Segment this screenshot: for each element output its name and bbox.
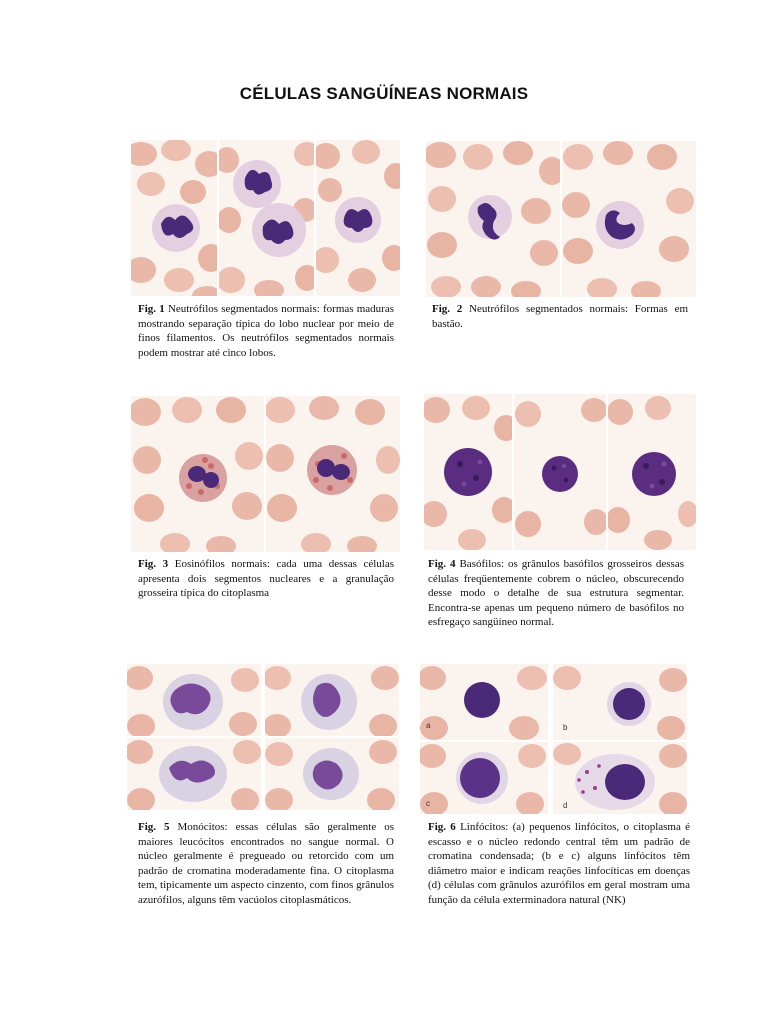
fig3-label: Fig. 3: [138, 558, 169, 570]
fig6-letter-c: c: [426, 799, 430, 808]
fig5-photo-d: [265, 738, 399, 810]
fig4-caption: [428, 557, 684, 630]
fig1-photo-2: [219, 140, 314, 296]
fig6-label: Fig. 6: [428, 821, 456, 833]
fig4-photo-2: [514, 394, 606, 550]
fig5-caption: [138, 820, 394, 907]
fig3-text: Eosinófilos normais: cada uma dessas células apresenta dois segmentos nucleares e a granulação grosseira típica do citoplasma: [138, 558, 395, 599]
fig4-photo-3: [608, 394, 696, 550]
fig4-text: Basófilos: os grânulos basófilos grosseiros dessas células freqüentemente cobrem o núcleo, obscurecendo desse modo o detalhe de sua estrutura segmentar. Encontra-se apenas um pequeno número de basófilos no esfregaço sangüíneo normal.: [428, 558, 684, 628]
fig6-photo-a: [420, 664, 548, 740]
fig5-photo-a: [127, 664, 261, 736]
fig1-photo-1: [131, 140, 217, 296]
fig1-photo-3: [316, 140, 400, 296]
fig6-letter-a: a: [426, 721, 431, 730]
fig1-label: Fig. 1: [138, 303, 165, 315]
fig6-photo-b: [553, 664, 687, 740]
fig1-caption: [138, 302, 394, 360]
fig2-photo-2: [562, 141, 696, 297]
fig3-photo-2: [266, 396, 400, 552]
page-title: CÉLULAS SANGÜÍNEAS NORMAIS: [239, 84, 529, 103]
fig6-caption: [428, 820, 690, 907]
fig2-text: Neutrófilos segmentados normais: Formas em bastão.: [432, 303, 689, 330]
fig5-photo-b: [265, 664, 399, 736]
fig2-caption: [432, 302, 688, 331]
fig6-letter-d: d: [563, 801, 568, 810]
fig5-label: Fig. 5: [138, 821, 170, 833]
fig6-photo-c: [420, 742, 548, 814]
fig4-photo-1: [424, 394, 512, 550]
fig6-letter-b: b: [563, 723, 568, 732]
fig6-text: Linfócitos: (a) pequenos linfócitos, o citoplasma é escasso e o núcleo redondo central têm um padrão de cromatina condensada; (b e c) alguns linfócitos têm diâmetro maior e indicam reações linfocíticas em doenças (d) células com grânulos azurófilos em geral mostram uma função da célula exterminadora natural (NK): [428, 821, 691, 906]
fig6-photo-d: [553, 742, 687, 814]
fig5-text: Monócitos: essas células são geralmente os maiores leucócitos encontrados no sangue normal. O núcleo geralmente é pregueado ou retorcido com um padrão de cromatina moderadamente fina. O citoplasma tem, tipicamente um aspecto cinzento, com finos grânulos azurófilos, alguns têm vacúolos citoplasmáticos.: [138, 821, 394, 906]
fig1-text: Neutrófilos segmentados normais: formas maduras mostrando separação típica do lobo nuclear por meio de finos filamentos. Os neutrófilos segmentados normais podem mostrar até cinco lobos.: [138, 303, 395, 359]
fig3-caption: [138, 557, 394, 601]
fig4-label: Fig. 4: [428, 558, 456, 570]
fig5-photo-c: [127, 738, 261, 810]
fig2-photo-1: [426, 141, 560, 297]
fig3-photo-1: [131, 396, 264, 552]
fig2-label: Fig. 2: [432, 303, 463, 315]
